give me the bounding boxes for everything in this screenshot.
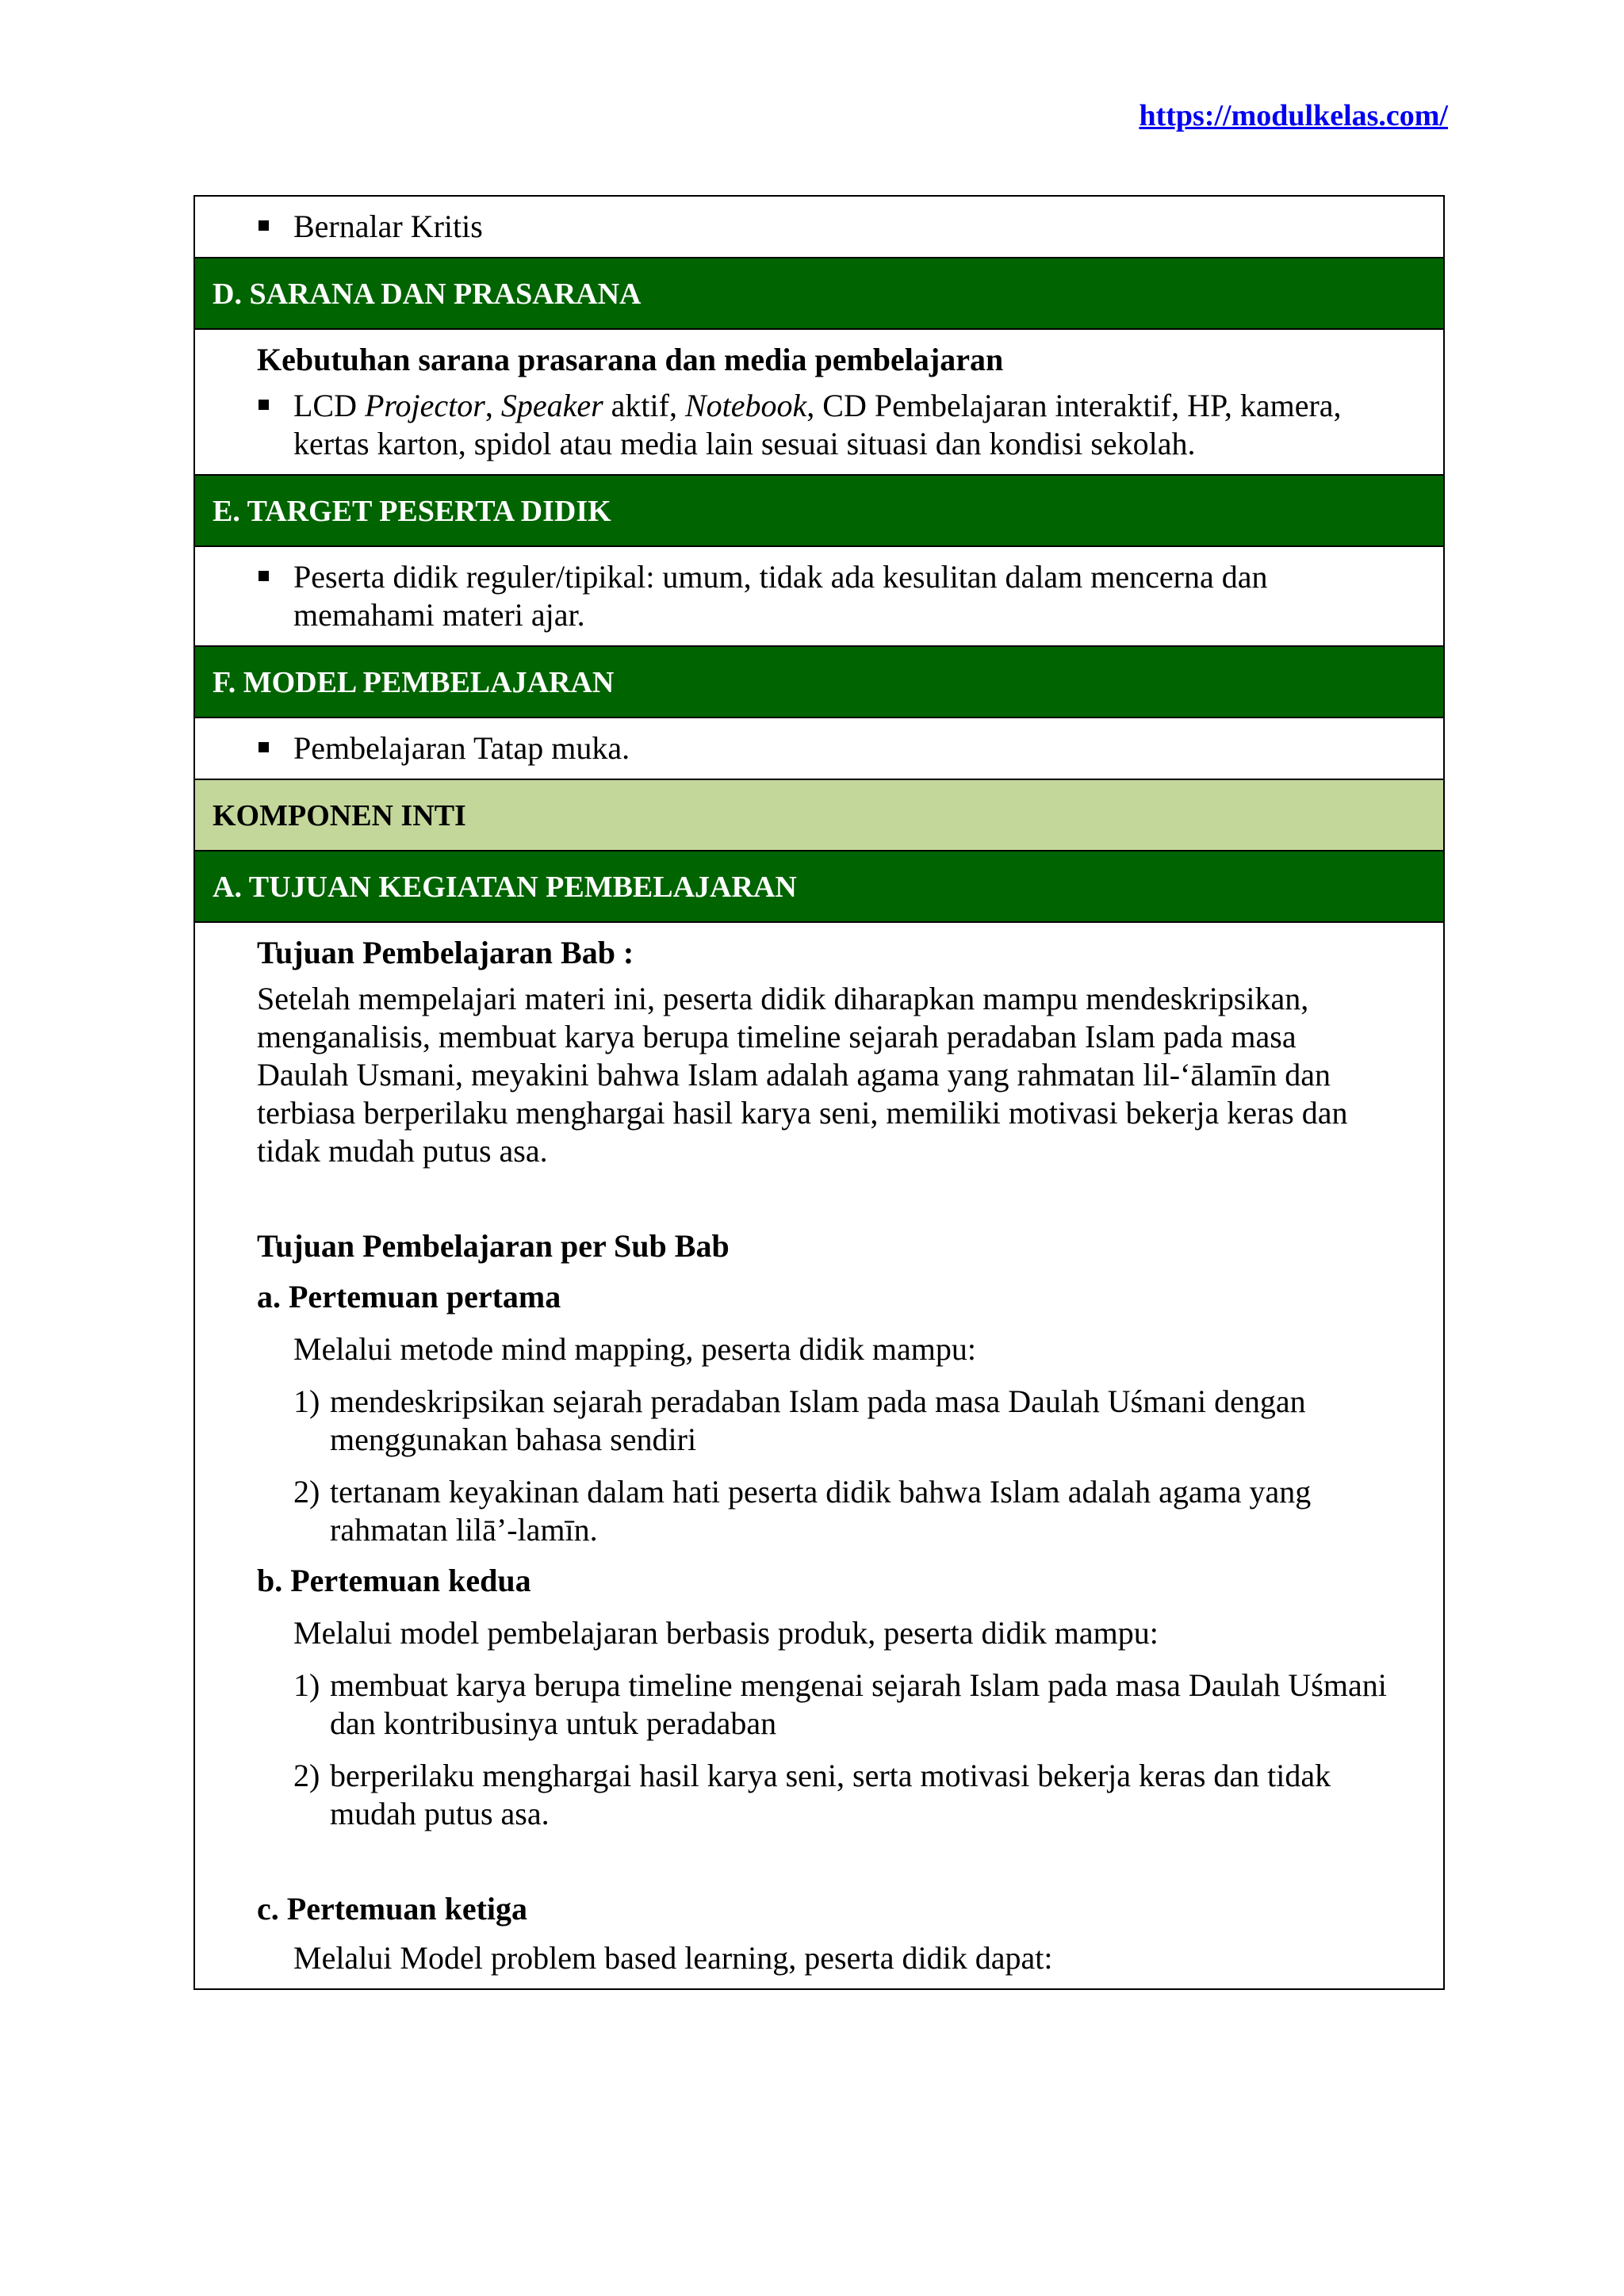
subbab-heading: Tujuan Pembelajaran per Sub Bab: [257, 1228, 730, 1264]
section-header-f: F. MODEL PEMBELAJARAN: [195, 645, 1443, 717]
list-item: LCD Projector, Speaker aktif, Notebook, CD Pembelajaran interaktif, HP, kamera, kertas karton, spidol atau media lain sesuai situasi dan kondisi sekolah.: [257, 387, 1396, 463]
section-header-e: E. TARGET PESERTA DIDIK: [195, 474, 1443, 545]
list-item: Bernalar Kritis: [257, 208, 1396, 246]
section-body-e: [195, 545, 1443, 645]
row-bernalar: [195, 197, 1443, 257]
list-item: Pembelajaran Tatap muka.: [257, 729, 1396, 767]
numbered-item: 2) berperilaku menghargai hasil karya seni, serta motivasi bekerja keras dan tidak mudah putus asa.: [293, 1758, 1331, 1831]
meeting-2-heading: b. Pertemuan kedua: [257, 1563, 531, 1598]
numbered-item: 1) mendeskripsikan sejarah peradaban Islam pada masa Daulah Uśmani dengan menggunakan bahasa sendiri: [293, 1383, 1306, 1457]
meeting-2-intro: Melalui model pembelajaran berbasis produk, peserta didik mampu:: [293, 1615, 1159, 1651]
section-body-a: [195, 921, 1443, 1988]
meeting-1-intro: Melalui metode mind mapping, peserta didik mampu:: [293, 1331, 976, 1367]
section-body-d: [195, 328, 1443, 474]
section-header-a: A. TUJUAN KEGIATAN PEMBELAJARAN: [195, 850, 1443, 921]
section-body-f: [195, 717, 1443, 779]
section-header-komponen-inti: KOMPONEN INTI: [195, 779, 1443, 850]
meeting-3-intro: Melalui Model problem based learning, peserta didik dapat:: [293, 1940, 1053, 1976]
bab-text: Setelah mempelajari materi ini, peserta didik diharapkan mampu mendeskripsikan, menganalisis, membuat karya berupa timeline sejarah peradaban Islam pada masa Daulah Usmani, meyakini bahwa Islam adalah agama yang rahmatan lil-‘ālamīn dan terbiasa berperilaku menghargai hasil karya seni, memiliki motivasi bekerja keras dan tidak mudah putus asa.: [257, 981, 1348, 1169]
section-header-d: D. SARANA DAN PRASARANA: [195, 257, 1443, 328]
bab-heading: Tujuan Pembelajaran Bab :: [257, 935, 634, 970]
subheading: Kebutuhan sarana prasarana dan media pembelajaran: [257, 342, 1004, 377]
lesson-plan-table: [193, 195, 1445, 1990]
numbered-item: 2) tertanam keyakinan dalam hati peserta didik bahwa Islam adalah agama yang rahmatan lilā’-lamīn.: [293, 1474, 1312, 1548]
meeting-1-heading: a. Pertemuan pertama: [257, 1279, 561, 1314]
numbered-item: 1) membuat karya berupa timeline mengenai sejarah Islam pada masa Daulah Uśmani dan kontribusinya untuk peradaban: [293, 1667, 1387, 1741]
website-link[interactable]: https://modulkelas.com/: [1139, 99, 1448, 132]
meeting-3-heading: c. Pertemuan ketiga: [257, 1891, 528, 1927]
list-item: Peserta didik reguler/tipikal: umum, tidak ada kesulitan dalam mencerna dan memahami materi ajar.: [257, 558, 1396, 634]
